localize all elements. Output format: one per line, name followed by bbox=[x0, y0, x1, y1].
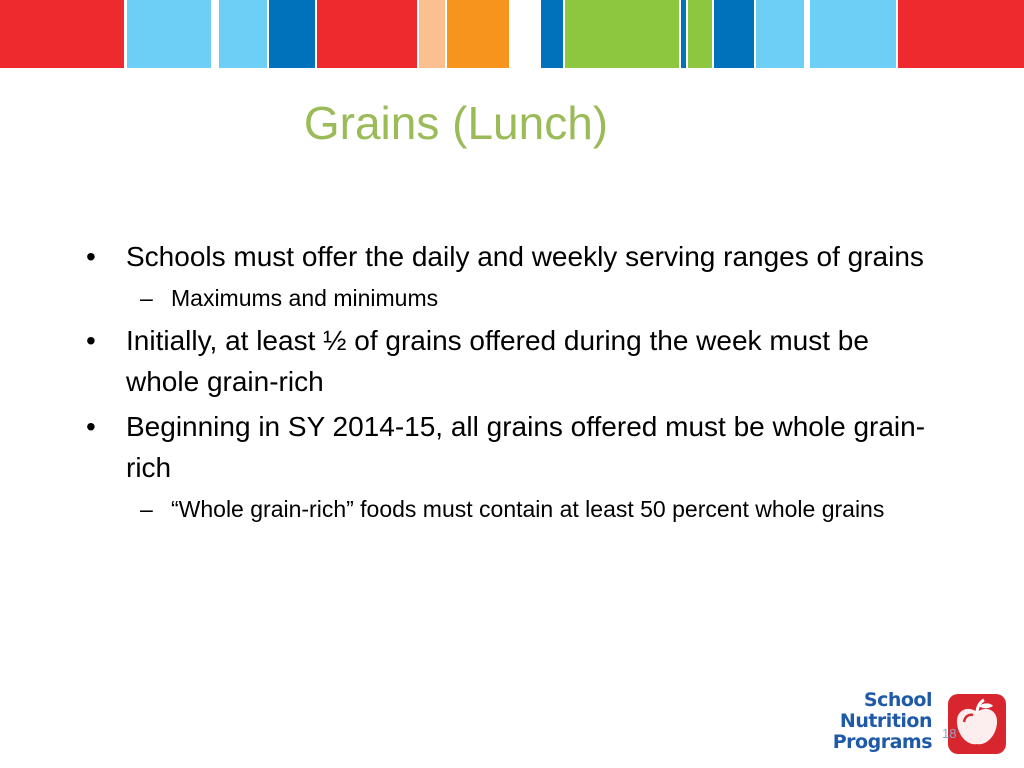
logo-line-programs: Programs bbox=[832, 731, 932, 753]
bullet-text: Initially, at least ½ of grains offered during the week must be whole grain-rich bbox=[126, 325, 869, 397]
color-block-peach bbox=[419, 0, 445, 68]
bullet-item bbox=[86, 320, 946, 402]
header-color-bar bbox=[0, 0, 1024, 68]
color-block-red bbox=[0, 0, 124, 68]
color-block-orange bbox=[447, 0, 509, 68]
bullet-marker: • bbox=[86, 411, 96, 442]
slide-number: 18 bbox=[942, 726, 957, 741]
color-block-light-blue bbox=[810, 0, 896, 68]
color-block-light-blue bbox=[127, 0, 211, 68]
slide-title: Grains (Lunch) bbox=[303, 97, 609, 149]
dash-marker: – bbox=[140, 496, 153, 522]
bullet-marker: • bbox=[86, 325, 96, 356]
logo-text bbox=[833, 690, 932, 753]
logo-line-school: School bbox=[863, 689, 932, 711]
logo-line-nutrition: Nutrition bbox=[839, 710, 932, 732]
bullet-text: “Whole grain-rich” foods must contain at least 50 percent whole grains bbox=[171, 496, 885, 522]
color-block-light-blue bbox=[219, 0, 267, 68]
dash-marker: – bbox=[140, 285, 153, 311]
bullet-item bbox=[86, 406, 946, 488]
sub-bullet-item bbox=[86, 492, 946, 527]
color-block-blue bbox=[541, 0, 563, 68]
color-block-blue bbox=[681, 0, 686, 68]
color-block-blue bbox=[269, 0, 315, 68]
color-block-red bbox=[898, 0, 1024, 68]
bullet-item bbox=[86, 236, 946, 277]
school-nutrition-programs-logo bbox=[832, 689, 1010, 758]
bullet-marker: • bbox=[86, 241, 96, 272]
bullet-list bbox=[86, 236, 946, 531]
color-block-red bbox=[317, 0, 417, 68]
apple-icon bbox=[946, 692, 1008, 756]
bullet-text: Beginning in SY 2014-15, all grains offered must be whole grain-rich bbox=[126, 411, 926, 483]
sub-bullet-item bbox=[86, 281, 946, 316]
bullet-text: Maximums and minimums bbox=[171, 285, 439, 311]
bullet-text: Schools must offer the daily and weekly serving ranges of grains bbox=[126, 241, 924, 272]
color-block-green bbox=[565, 0, 679, 68]
color-block-blue bbox=[714, 0, 754, 68]
color-block-light-blue bbox=[756, 0, 804, 68]
color-block-green bbox=[688, 0, 712, 68]
